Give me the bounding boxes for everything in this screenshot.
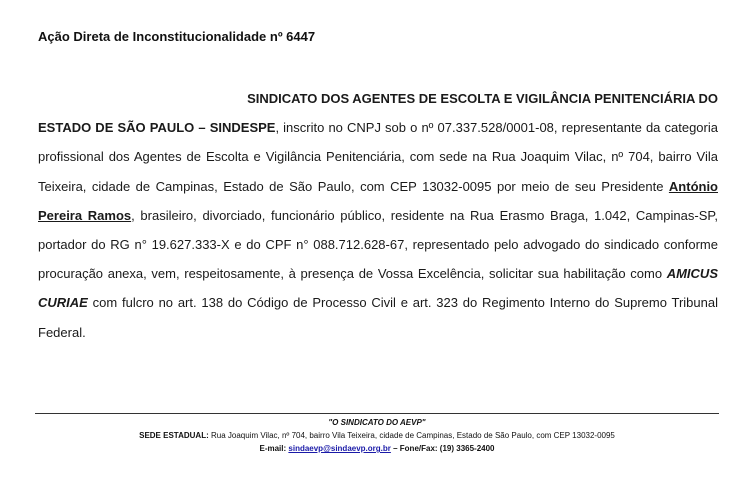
amicus-curiae-term: AMICUS CURIAE [38,266,718,311]
footer-divider [35,413,719,414]
president-name: António Pereira Ramos [38,178,718,223]
footer-contact-line [35,442,719,455]
footer-email-link[interactable]: sindaevp@sindaevp.org.br [288,444,391,453]
page-footer [35,416,719,455]
petition-paragraph [38,84,718,347]
footer-phone: – Fone/Fax: (19) 3365-2400 [390,444,495,453]
footer-org-name: "O SINDICATO DO AEVP" [328,418,426,427]
footer-hq-address: Rua Joaquim Vilac, nº 704, bairro Vila Teixeira, cidade de Campinas, Estado de São Paulo, com CEP 13032-0095 [208,431,615,440]
petition-text-part2: , brasileiro, divorciado, funcionário público, residente na Rua Erasmo Braga, 1.042, Campinas-SP, portador do RG n° 19.627.333-X e do CPF n° 088.712.628-67, representado pelo advogado do sindicado conforme procuração anexa, vem, respeitosamente, à presença de Vossa Excelência, solicitar sua habilitação como [38,207,718,282]
union-name-line1: SINDICATO DOS AGENTES DE ESCOLTA E VIGILÂNCIA PENITENCIÁRIA DO [247,91,718,106]
document-heading: Ação Direta de Inconstitucionalidade nº 6447 [38,29,316,44]
union-name-line2: ESTADO DE SÃO PAULO – SINDESPE [38,120,276,136]
footer-email-label: E-mail: [259,444,289,453]
footer-address-line [35,429,719,442]
footer-hq-label: SEDE ESTADUAL: [139,431,209,440]
petition-text-part1: , inscrito no CNPJ sob o nº 07.337.528/0001-08, representante da categoria profissional dos Agentes de Escolta e Vigilância Penitenciária, com sede na Rua Joaquim Vilac, nº 704, bairro Vila Teixeira, cidade de Campinas, Estado de São Paulo, com CEP 13032-0095 por meio de seu Presidente [38,120,718,194]
petition-text-part3: com fulcro no art. 138 do Código de Processo Civil e art. 323 do Regimento Interno do Supremo Tribunal Federal. [38,295,718,340]
